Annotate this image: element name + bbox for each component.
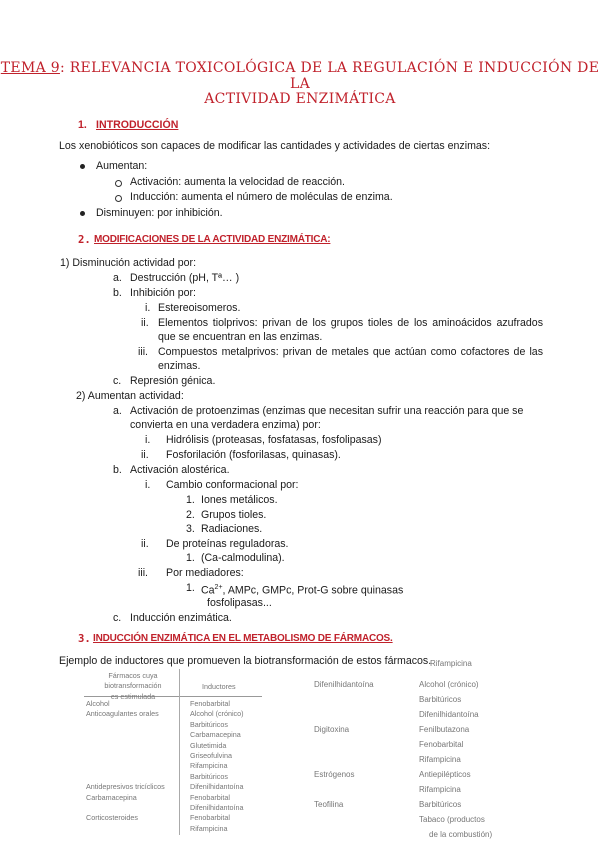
section-2-heading: MODIFICACIONES DE LA ACTIVIDAD ENZIMÁTICA: [94, 234, 331, 245]
s2-l2bi: Cambio conformacional por: [166, 479, 299, 491]
table-cell: Corticosteroides [86, 813, 138, 823]
calcium-text: Ca [201, 584, 215, 597]
page-title-line1 [0, 60, 600, 92]
table-right-drug: Digitoxina [314, 725, 350, 734]
table-right-drug: Teofilina [314, 800, 344, 809]
s2-l1c: Represión génica. [130, 375, 216, 387]
table-cell [86, 730, 165, 740]
table-right-inducers [419, 767, 471, 797]
header-line: es estimulada [110, 691, 156, 701]
table-cell: Alcohol (crónico) [190, 709, 244, 719]
calcium-charge: 2+ [214, 584, 223, 591]
table-cell: Tabaco (productos [419, 815, 485, 825]
table-cell [86, 803, 165, 813]
list-marker: i. [145, 434, 151, 446]
s2-l2bii: De proteínas reguladoras. [166, 538, 289, 550]
s2-l1: 1) Disminución actividad por: [60, 257, 197, 269]
list-marker: ii. [141, 317, 149, 329]
table-right-inducers [419, 677, 479, 722]
list-marker: ii. [141, 449, 149, 461]
table-cell: Alcohol [86, 699, 110, 708]
list-marker: c. [113, 375, 122, 387]
table-cell: Fenobarbital [190, 813, 230, 823]
list-marker: ii. [141, 538, 149, 550]
page-title-line2: ACTIVIDAD ENZIMÁTICA [204, 91, 396, 107]
table-left-col2 [190, 699, 244, 834]
table-cell: Anticoagulantes orales [86, 709, 159, 719]
list-marker: 1. [186, 494, 195, 506]
table-right-drug: Difenilhidantoína [314, 680, 374, 689]
list-marker: i. [145, 479, 151, 491]
table-cell: Griseofulvina [190, 751, 232, 761]
table-cell: Fenobarbital [190, 699, 230, 708]
table-cell: Glutetimida [190, 740, 227, 750]
list-marker: 2. [186, 509, 195, 521]
title-text-1: : RELEVANCIA TOXICOLÓGICA DE LA REGULACIÓN E INDUCCIÓN DE LA [59, 60, 600, 92]
s1-disminuyen: Disminuyen: por inhibición. [96, 207, 223, 219]
table-cell: Barbitúricos [190, 719, 228, 729]
section-1-heading: INTRODUCCIÓN [96, 119, 179, 131]
sub-bullet-icon [115, 180, 122, 187]
s1-aumentan: Aumentan: [96, 160, 148, 172]
s3-intro: Ejemplo de inductores que promueven la biotransformación de estos fármacos. [59, 655, 432, 667]
list-marker: 1. [186, 552, 195, 564]
table-cell: Fenobarbital [419, 740, 464, 750]
table-cell [86, 741, 165, 751]
table-cell [86, 772, 165, 782]
section-1-number: 1. [78, 119, 87, 131]
table-left-header-col1 [88, 671, 178, 702]
s2-l2bi1: Iones metálicos. [201, 494, 278, 506]
s2-l1bi: Estereoisomeros. [158, 302, 241, 314]
list-marker: 3. [186, 523, 195, 535]
table-cell: Fenilbutazona [419, 725, 470, 734]
s2-l2bi2: Grupos tioles. [201, 509, 267, 521]
list-marker: b. [113, 287, 122, 299]
table-cell: Rifampicina [419, 785, 461, 795]
table-cell: Barbitúricos [419, 695, 462, 705]
list-marker: iii. [138, 346, 149, 358]
s2-l2c: Inducción enzimática. [130, 612, 232, 624]
s1-intro: Los xenobióticos son capaces de modificar las cantidades y actividades de ciertas enzimas: [59, 140, 491, 152]
s2-l1b: Inhibición por: [130, 287, 196, 299]
table-cell: Carbamacepina [86, 792, 137, 802]
section-3-heading: INDUCCIÓN ENZIMÁTICA EN EL METABOLISMO DE FÁRMACOS. [93, 633, 393, 644]
table-cell: Alcohol (crónico) [419, 680, 479, 689]
s2-l2bi3: Radiaciones. [201, 523, 263, 535]
list-marker: b. [113, 464, 122, 476]
header-line: Fármacos cuya [108, 671, 158, 680]
table-cell: Carbamacepina [190, 730, 241, 740]
table-cell: Barbitúricos [419, 800, 462, 809]
s2-l2a: Activación de protoenzimas (enzimas que necesitan sufrir una reacción para que se convierta en una verdadera enzima) por: [130, 405, 524, 431]
s2-l2: 2) Aumentan actividad: [76, 390, 184, 402]
table-right-drug: Estrógenos [314, 770, 355, 779]
table-cell: Antidepresivos tricíclicos [86, 782, 165, 792]
table-cell: Difenilhidantoína [190, 803, 244, 813]
header-line: biotransformación [104, 681, 162, 691]
table-cell [86, 720, 165, 730]
table-left [84, 669, 264, 835]
table-cell: Fenobarbital [190, 792, 230, 802]
s1-activacion: Activación: aumenta la velocidad de reacción. [130, 176, 345, 188]
s2-l1biii: Compuestos metalprivos: privan de metales que actúan como cofactores de las enzimas. [158, 346, 543, 372]
table-cell: Antiepilépticos [419, 770, 471, 779]
list-marker: iii. [138, 567, 149, 579]
sub-bullet-icon [115, 195, 122, 202]
s2-l2bii1: (Ca-calmodulina). [201, 552, 285, 564]
mediators-text: , AMPc, GMPc, Prot-G sobre quinasas [222, 584, 404, 597]
table-cell: Rifampicina [419, 755, 461, 765]
s2-l2biii: Por mediadores: [166, 567, 244, 579]
table-cell: Difenilhidantoína [419, 710, 479, 720]
table-right-inducers [419, 797, 492, 842]
list-marker: 1. [186, 582, 195, 594]
s2-l2aii: Fosforilación (fosforilasas, quinasas). [166, 449, 341, 461]
list-marker: i. [145, 302, 151, 314]
list-marker: c. [113, 612, 122, 624]
s2-l1a: Destrucción (pH, Tª… ) [130, 272, 240, 284]
table-cell [86, 751, 165, 761]
table-left-header-col2: Inductores [202, 682, 236, 691]
table-column-divider [179, 669, 180, 835]
s2-l2biii1-line2: fosfolipasas... [207, 597, 272, 609]
table-right-cut-cell: Rifampicina [430, 659, 472, 668]
list-marker: a. [113, 405, 122, 417]
table-cell [86, 761, 165, 771]
table-left-col1 [86, 699, 165, 824]
list-marker: a. [113, 272, 122, 284]
s2-l1bii: Elementos tiolprivos: privan de los grupos tioles de los aminoácidos azufrados que se encuentran en las enzimas. [158, 317, 543, 343]
section-3-number: 3. [78, 633, 91, 645]
topic-number: TEMA 9 [0, 60, 60, 76]
section-2-number: 2. [78, 234, 91, 246]
table-cell: Barbitúricos [190, 771, 228, 781]
table-cell: de la combustión) [429, 830, 493, 840]
table-right-inducers [419, 722, 469, 767]
s2-l2ai: Hidrólisis (proteasas, fosfatasas, fosfolipasas) [166, 434, 382, 446]
bullet-icon [80, 164, 85, 169]
table-right [312, 659, 552, 842]
s2-l2b: Activación alostérica. [130, 464, 230, 476]
bullet-icon [80, 211, 85, 216]
s1-induccion: Inducción: aumenta el número de moléculas de enzima. [130, 191, 393, 203]
table-cell: Rifampicina [190, 761, 228, 771]
table-cell: Rifampicina [190, 823, 228, 833]
table-cell: Difenilhidantoína [190, 782, 244, 792]
